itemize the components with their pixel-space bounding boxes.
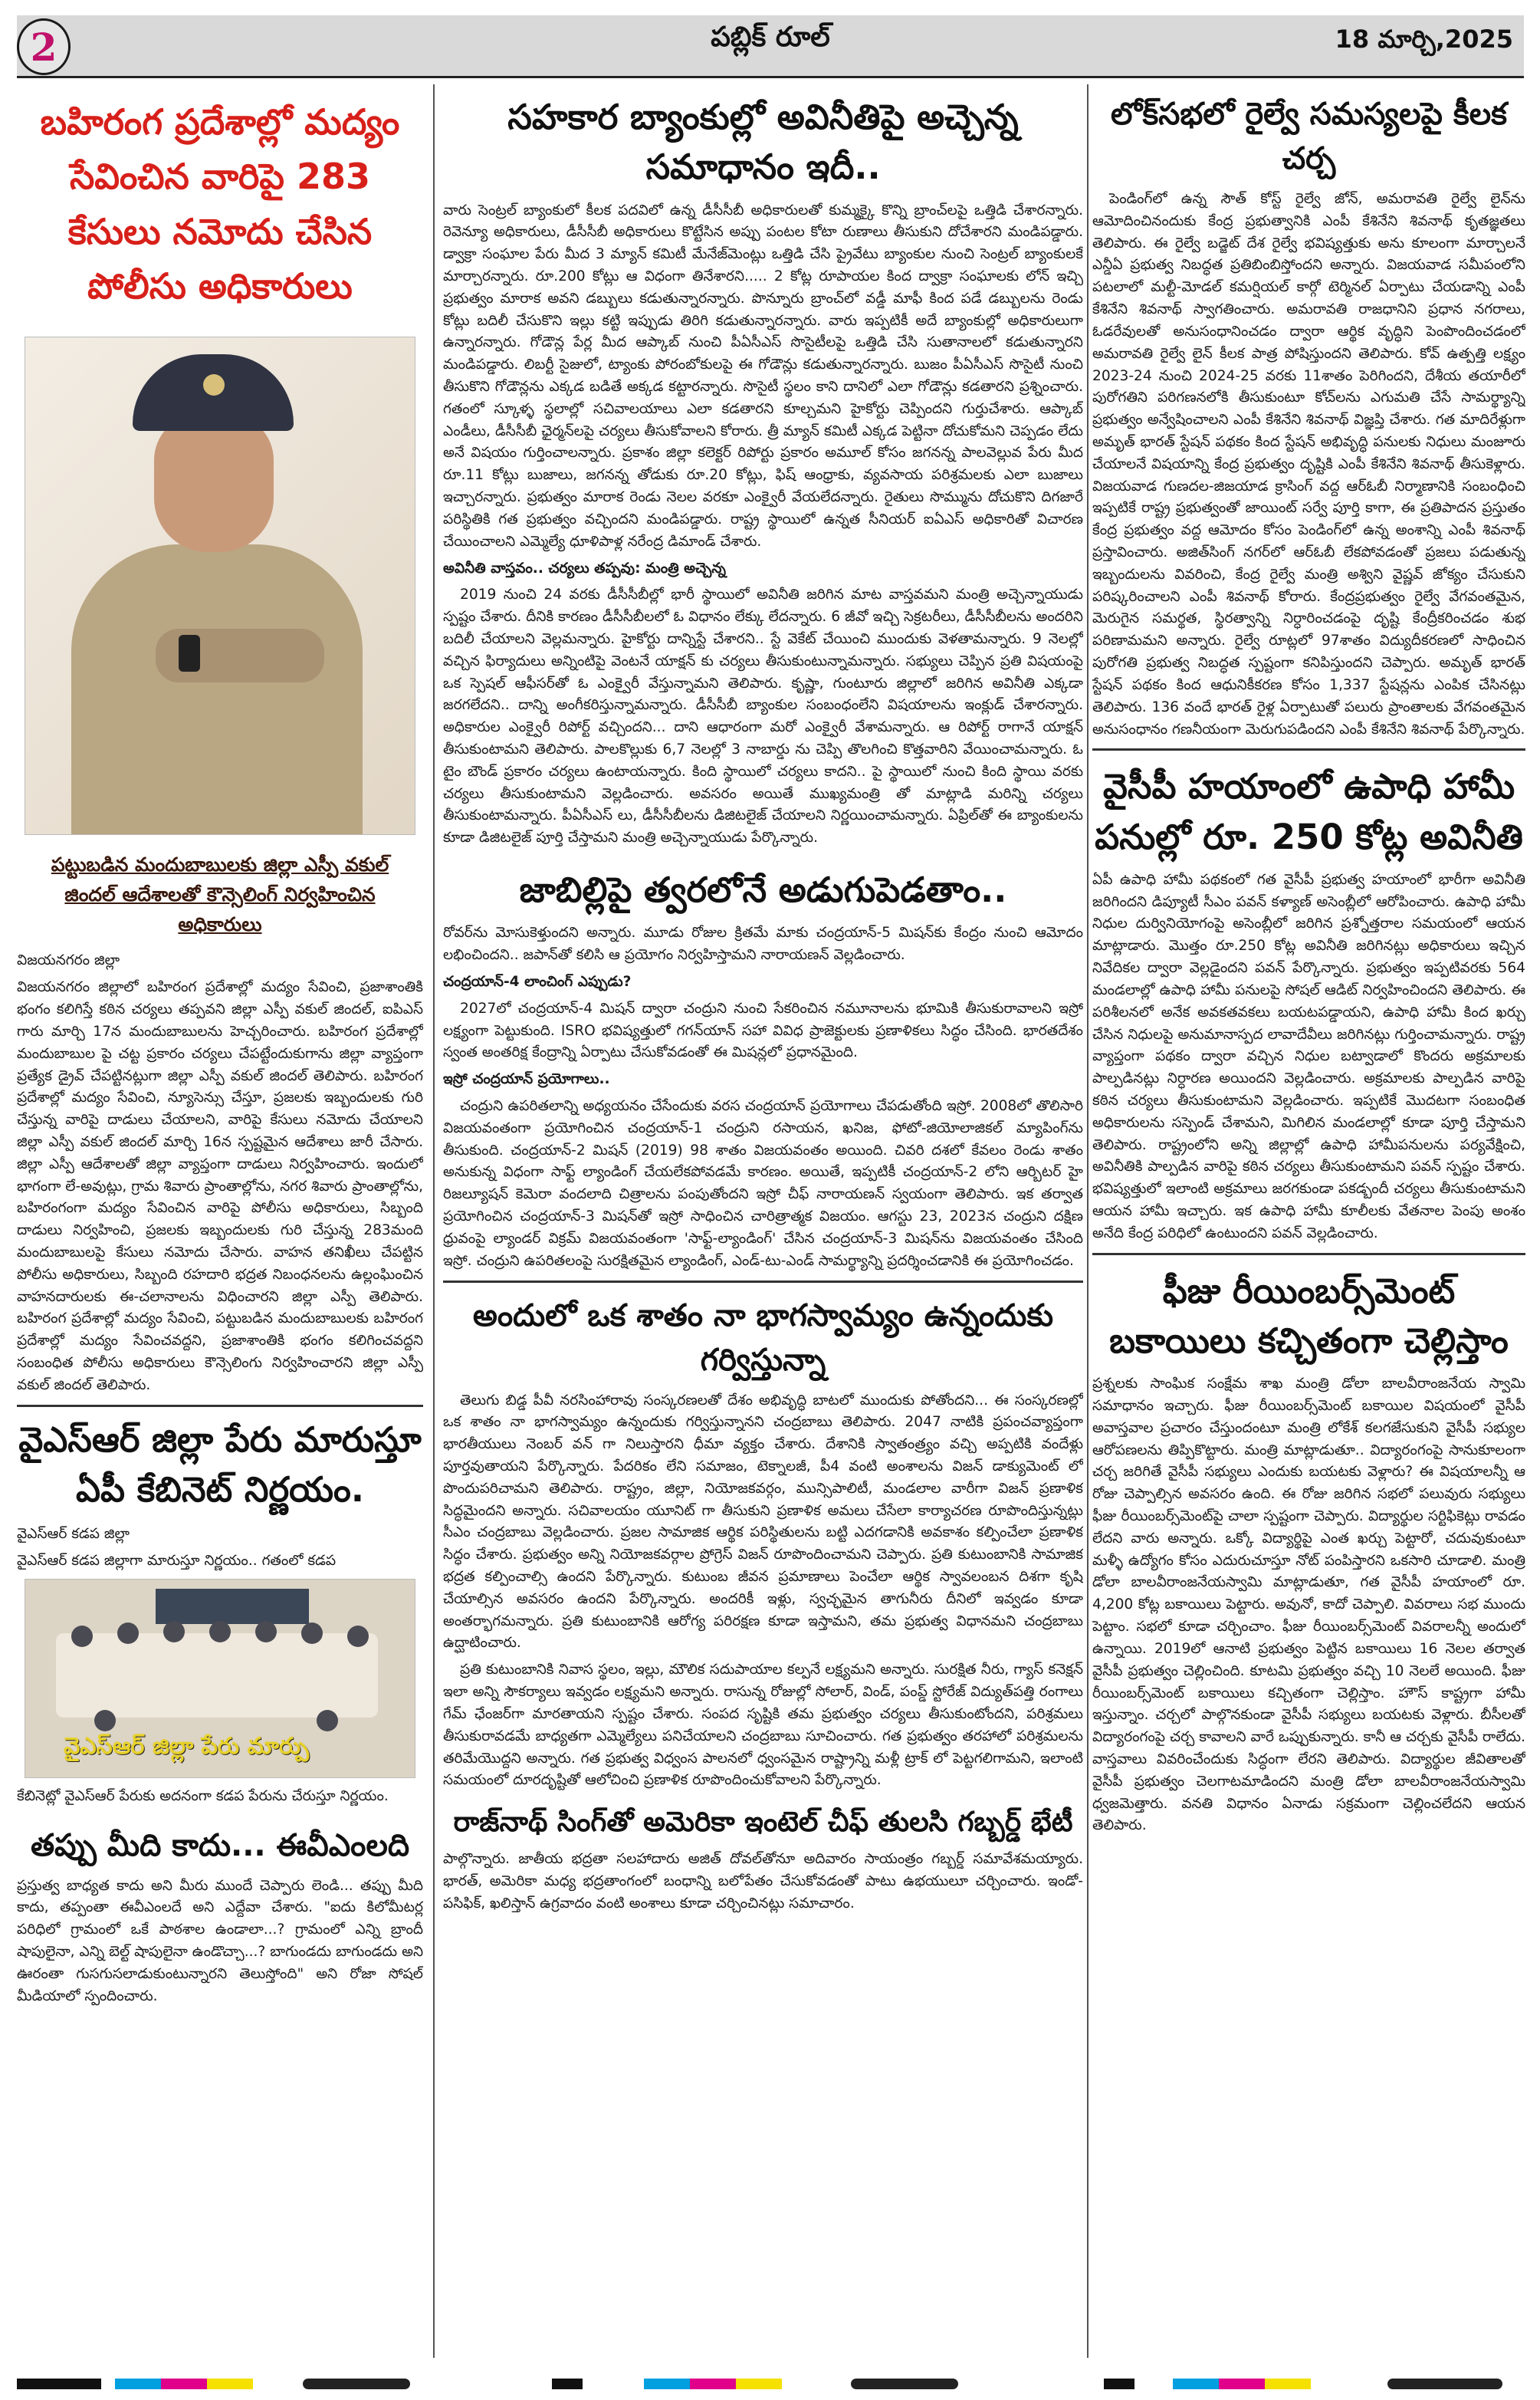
- color-swatch: [207, 2379, 253, 2389]
- ysr-headline: వైఎస్ఆర్ జిల్లా పేరు మారుస్తూ ఏపీ కేబినెట్ నిర్ణయం.: [18, 1419, 422, 1510]
- uniform-shape: [71, 544, 363, 835]
- paper-name: పబ్లిక్ రూల్: [711, 21, 830, 53]
- paragraph: వారు సెంట్రల్ బ్యాంకులో కీలక పదవిలో ఉన్న డీసీసీబీ అధికారులతో కుమ్మక్కై కొన్ని బ్రాంచ్‌లపై ఒత్తిడి చేశారన్నారు. రెవెన్యూ అధికారులు, డీసీసీబీ అధికారులు కొట్టేసిన అప్పు పంటల కోటా రుణాలు తీసుకుని దోచేశారని మండిపడ్డారు. డ్వాక్రా సంఘాల పేరు మీద 3 మ్యాన్ కమిటీ మేనేజ్‌మెంట్లు ఒత్తిడి చేసి ప్రైవేటు బ్యాంకుల నుంచి సెంట్రల్ బ్యాంకులకే మార్చారన్నారు. రూ.200 కోట్లు ఆ విధంగా తినేశారని..... 2 కోట్ల రూపాయల కింద ద్వాక్రా సంఘాలకు లోన్ ఇచ్చి ప్రభుత్వం మారాక అవని డబ్బులు కడుతున్నారన్నారు. పొన్నూరు బ్రాంచ్‌లో వడ్డీ మాఫీ కింద పడే డబ్బులను రెండు కోట్లు బదిలీ చేసుకొని ఇల్లు కట్టి ఇప్పుడు తిరిగి కడుతున్నారన్నారు. వారు ఇప్పటికీ అదే బ్యాంకుల్లో అధికారులుగా ఉన్నారన్నారు. గోడౌన్ల పేర్ల మీద ఆప్కాబ్ నుంచి పీఏసీఎస్ సొసైటీలపై ఒత్తిడి చేసి సుతానాలలో కడుతున్నారని మండిపడ్డారు. లిబర్టీ సైజులో, ట్యాంకు పోరంబోకులపై ఈ గోడౌన్లు కడుతున్నారన్నారు. బుజం పీఏసీఎస్ సొసైటీ నుంచి తీసుకొని గోడౌన్లను ఎక్కడ బడితే అక్కడ కట్టారన్నారు. సొసైటీ స్థలం కాని దానిలో ఎలా గోడౌన్లు కడతారని ప్రశ్నించారు. గతంలో స్కూళ్ళ స్థలాల్లో సచివాలయాలు ఎలా కడతారని కూల్చమని హైకోర్టు చెప్పిందని గుర్తుచేశారు. ఆప్కాబ్ ఎండీలు, డీసీసీబీ ఛైర్మన్‌లపై చర్యలు తీసుకోవాలని కోరారు. త్రీ మ్యాన్ కమిటీ ఎక్కడ పెట్టినా దోచుకోమని చెప్పడం లేదు అనే విషయం గుర్తించాలన్నారు. ప్రకాశం జిల్లా కలెక్టర్ రిపోర్టు ప్రకారం అమూల్ కోసం జగనన్న పాలవెల్లువ పేరు మీద రూ.11 కోట్లు బుజాలు, జగనన్న తోడుకు రూ.20 కోట్లు, ఫిష్ ఆంధ్రాకు, వ్యవసాయ పరిశ్రమలకు ఎలా బుజాలు ఇచ్చారన్నారు. ప్రభుత్వం మారాక రెండు నెలల వరకూ ఎంక్వైరీ వేయలేదన్నారు. రైతులు సొమ్మును దోచుకొని దిగజారే పరిస్థితికి గత ప్రభుత్వం వచ్చిందని మండిపడ్డారు. రాష్ట్ర స్థాయిలో ఉన్నత సీనియర్ ఐఏఎస్ అధికారితో విచారణ చేయించాలని ఎమ్మెల్యే ధూళిపాళ్ల నరేంద్ర డిమాండ్ చేశారు.: [443, 202, 1083, 550]
- page-header: [17, 15, 1524, 78]
- gift-body: [443, 1390, 1083, 1793]
- color-swatch: [851, 2379, 958, 2389]
- person-icon: [71, 1626, 93, 1647]
- page-number: 2: [17, 18, 71, 75]
- rajnath-headline: రాజ్‌నాథ్ సింగ్‌తో అమెరికా ఇంటెల్ చీఫ్ తులసి గబ్బర్డ్ భేటీ: [453, 1807, 1073, 1839]
- color-swatch: [115, 2379, 161, 2389]
- color-swatch: [1173, 2379, 1219, 2389]
- color-swatch: [1265, 2379, 1311, 2389]
- cabinet-meeting-photo: [25, 1579, 415, 1778]
- paragraph: 2019 నుంచి 24 వరకు డీసీసీబీల్లో భారీ స్థాయిలో అవినీతి జరిగిన మాట వాస్తవమని మంత్రి అచ్చెన్నాయుడు స్పష్టం చేశారు. దీనికి కారణం డీసీసీబీలలో ఓ విధానం లేక్కు లేదన్నారు. 6 జీవో ఇచ్చి సెక్రటరీలు, డీసీసీబీలను అందరిని బదిలీ చేయాలని వెల్లమన్నారు. హైకోర్టు దాన్నిస్టే చేశారని.. స్టే వెకేట్ చేయించి ముందుకు వెళతామన్నారు. 9 నెలల్లో వచ్చిన ఫిర్యాదులు అన్నింటిపై వెంటనే యాక్షన్ కు చర్యలు తీసుకుంటున్నామన్నారు. సభ్యులు చెప్పిన ప్రతి విషయంపై ఒక స్పెషల్ ఆఫీసర్‌తో ఓ ఎంక్వైరీ వేస్తున్నామని తెలిపారు. కృష్ణా, గుంటూరు జిల్లాలో జరిగిన అవినీతి ఎక్కడా జరగలేదని.. దాన్ని అంగీకరిస్తున్నామన్నారు. డీసీసీబీ బ్యాంకుల సంబంధంలేని విషయాలను ఇంక్లుడ్ చేశారన్నారు. అధికారుల ఎంక్వైరీ రిపోర్ట్ వచ్చిందని... దాని ఆధారంగా మరో ఎంక్వైరీ వేశామన్నారు. ఆ రిపోర్ట్ రాగానే యాక్షన్ తీసుకుంటామని తెలిపారు. పాలకొల్లుకు 6,7 నెలల్లో 3 నాబార్డు ను చెప్పి తొలగించి కొత్తవారిని వేయించామన్నారు. ఓ టైం బౌండ్ ప్రకారం చర్యలు ఉంటాయన్నారు. కింది స్థాయిలో చర్యలు కాదని.. పై స్థాయిలో నుంచి కింది స్థాయి వరకు చర్యలు తీసుకుంటామని వెల్లడించారు. అవసరం అయితే ముఖ్యమంత్రి తో మాట్లాడి మరిన్ని చర్యలు తీసుకుంటామన్నారు. పీఏసీఎస్ లు, డీసీసీబీలను డిజిటలైజ్ చేయాలని నిర్ణయించామన్నారు. ఏప్రిల్‌తో ఈ బ్యాంకులను కూడా డిజిటలైజ్ పూర్తి చేస్తామని మంత్రి అచ్చెన్నాయుడు పేర్కొన్నారు.: [443, 587, 1083, 847]
- evm-headline: తప్పు మీది కాదు... ఈవీఎంలది: [30, 1827, 410, 1863]
- paragraph: పాల్గొన్నారు. జాతీయ భద్రతా సలహాదారు అజిత్ దోవల్‌తోనూ అదివారం సాయంత్రం గబ్బర్డ్ సమావేశమయ్యారు. భారత్, అమెరికా మధ్య భద్రతాంగంలో బంధాన్ని బలోపేతం చేసుకోవడంతో పాటు ఉభయులూ చర్చించారు. ఇండో-పసిఫిక్, ఖలిస్తాన్ ఉగ్రవాదం వంటి అంశాలు కూడా చర్చించినట్లు సమాచారం.: [443, 1851, 1083, 1912]
- person-icon: [301, 1622, 323, 1644]
- section-separator: [443, 1281, 1083, 1283]
- print-registration-bar: [0, 2379, 1540, 2389]
- subheading: చంద్రయాన్-4 లాంచింగ్ ఎప్పుడు?: [443, 973, 632, 990]
- person-icon: [209, 1621, 231, 1642]
- column-divider: [433, 84, 435, 2358]
- face-shape: [154, 414, 274, 552]
- fee-body: [1092, 1373, 1525, 1837]
- paragraph: తెలుగు బిడ్డ పీవీ నరసింహారావు సంస్కరణలతో దేశం అభివృద్ధి బాటలో ముందుకు పోతోందని... ఈ సంస్కరణల్లో ఒక శాతం నా భాగస్వామ్యం ఉన్నందుకు గర్విస్తున్నానని చంద్రబాబు తెలిపారు. 2047 నాటికి ప్రపంచవ్యాప్తంగా భారతీయులు నెంబర్ వన్ గా నిలుస్తారని ధీమా వ్యక్తం చేశారు. దేశానికి స్వాతంత్ర్యం వచ్చి అప్పటికి వందేళ్లు పూర్తవుతాయని పేర్కొన్నారు. పేదరికం లేని సమాజం, టెక్నాలజీ, పీ4 వంటి అంశాలను విజన్ డాక్యుమెంట్ లో పొందుపరిచామని తెలిపారు. రాష్ట్రం, జిల్లా, నియోజకవర్గం, మున్సిపాలిటీ, మండలాల వారీగా విజన్ ప్రణాళిక సిద్ధమైందని అన్నారు. సచివాలయం యూనిట్ గా తీసుకుని ప్రణాళిక అమలు చేసేలా కార్యాచరణ రూపొందిస్తున్నట్లు సీఎం చంద్రబాబు వెల్లడించారు. ప్రజల సామాజిక ఆర్థిక పరిస్థితులను బట్టి ఎదగడానికి అవకాశం కల్పించేలా ప్రణాళిక సిద్ధం చేశారు. ప్రభుత్వం అన్ని నియోజకవర్గాల ప్రోగ్రెస్ విజన్ రూపొందించామని చెప్పారు. ప్రతి కుటుంబానికి సామాజిక భద్రత కల్పించాల్సి ఉందని పేర్కొన్నారు. కుటుంబ జీవన ప్రమాణాలు పెంచేలా ఆర్థిక స్వావలంబన దిశగా కృషి చేయాల్సిన అవసరం ఉందని పేర్కొన్నారు. అందరికీ ఇళ్లు, స్వచ్ఛమైన తాగునీరు దీనిలో ఇవ్వడం కూడా అంతర్భాగమన్నారు. ప్రతి కుటుంబానికి ఆరోగ్య పరిరక్షణ కూడా ఇస్తామని, తమ ప్రభుత్వ విధానమని చంద్రబాబు ఉద్ఘాటించారు.: [443, 1392, 1083, 1652]
- ysrcp-body: [1092, 870, 1525, 1245]
- railway-body: [1092, 189, 1525, 741]
- person-icon: [117, 1622, 139, 1644]
- fee-headline: ఫీజు రీయింబర్స్‌మెంట్ బకాయిలు కచ్చితంగా చెల్లిస్తాం: [1109, 1270, 1509, 1361]
- color-swatch: [1219, 2379, 1265, 2389]
- police-article-body: [17, 950, 423, 1396]
- paragraph: కేబినెట్లో వైఎస్ఆర్ పేరుకు అదనంగా కడప పేరును చేరుస్తూ నిర్ణయం.: [17, 1787, 389, 1804]
- meeting-table-shape: [56, 1633, 378, 1718]
- section-separator: [1092, 1253, 1525, 1255]
- person-icon: [94, 1710, 116, 1731]
- ysrcp-headline: వైసీపీ హయాంలో ఉపాధి హామీ పనుల్లో రూ. 250 కోట్ల అవినీతి: [1095, 766, 1523, 857]
- paragraph: రోవర్‌ను మోసుకెళ్తుందని అన్నారు. మూడు రోజుల క్రితమే మాకు చంద్రయాన్-5 మిషన్‌కు కేంద్రం నుంచి ఆమోదం లభించిందని.. జపాన్‌తో కలిసి ఆ ప్రయోగం నిర్వహిస్తామని నారాయణన్ వెల్లడించారు.: [443, 925, 1083, 964]
- police-subhead: పట్టుబడిన మందుబాబులకు జిల్లా ఎస్పీ వకుల్ జిందల్ ఆదేశాలతో కౌన్సెలింగ్ నిర్వహించిన అధికారులు: [51, 853, 389, 935]
- paragraph: ప్రస్తుత్వ బాధ్యత కాదు అని మీరు ముందే చెప్పారు లెండి... తప్పు మీది కాదు, తప్పంతా ఈవీఎంలదే అని ఎద్దేవా చేశారు. "ఐదు కిలోమీటర్ల పరిధిలో గ్రామంలో ఒకే పాఠశాల ఉండాలా...? గ్రామంలో ఎన్ని బ్రాందీ షాపులైనా, ఎన్ని బెల్ట్ షాపులైనా ఉండొచ్చా...? బాగుండదు బాగుండదు అని ఊరంతా గుసగుసలాడుకుంటున్నారని తెలుస్తోంది" అని రోజా సోషల్ మీడియాలో స్పందించారు.: [17, 1877, 423, 2004]
- header-date: 18 మార్చి,2025: [1335, 25, 1513, 54]
- subheading: ఇస్రో చంద్రయాన్ ప్రయోగాలు..: [443, 1071, 610, 1088]
- column-divider: [1087, 84, 1089, 2358]
- photo-caption: వైఎస్ఆర్ జిల్లా పేరు మార్పు: [64, 1732, 310, 1760]
- paragraph: వైఎస్ఆర్ కడప జిల్లాగా మారుస్తూ నిర్ణయం.. గతంలో కడప: [17, 1553, 337, 1569]
- person-icon: [163, 1621, 185, 1642]
- ysr-body-continued: [17, 1786, 423, 1808]
- police-headline: బహిరంగ ప్రదేశాల్లో మద్యం సేవించిన వారిపై 283 కేసులు నమోదు చేసిన పోలీసు అధికారులు: [40, 101, 400, 307]
- railway-headline: లోక్‌సభలో రైల్వే సమస్యలపై కీలక చర్చ: [1111, 97, 1507, 176]
- cap-badge-icon: [203, 374, 225, 396]
- coop-bank-body: [443, 200, 1083, 850]
- color-swatch: [1387, 2379, 1502, 2389]
- right-column: [1092, 84, 1525, 2358]
- gift-headline: అందులో ఒక శాతం నా భాగస్వామ్యం ఉన్నందుకు గర్విస్తున్నా: [472, 1297, 1054, 1378]
- section-separator: [17, 1405, 423, 1407]
- coop-bank-headline: సహకార బ్యాంకుల్లో అవినీతిపై అచ్చెన్న సమాధానం ఇదీ..: [507, 97, 1019, 188]
- ysr-body: [17, 1524, 423, 1573]
- paragraph: ప్రశ్నలకు సాంఘిక సంక్షేమ శాఖ మంత్రి డోలా బాలవీరాంజనేయ స్వామి సమాధానం ఇచ్చారు. ఫీజు రీయింబర్స్‌మెంట్ బకాయిల విషయంలో వైసీపీ అవాస్తవాల ప్రచారం చేస్తుందంటూ మంత్రి లోకేశ్ కలగజేసుకుని వైసీపీ సభ్యుల ఆరోపణలను తిప్పికొట్టారు. మంత్రి మాట్లాడుతూ.. విద్యారంగంపై సానుకూలంగా చర్చ జరిగితే వైసీపీ సభ్యులు ఎందుకు బయటకు వెళ్లారు? ఈ విషయాలన్నీ ఆ రోజు చెప్పాల్సిన అవసరం ఉంది. ఈ రోజు జరిగిన సభలో పలువురు సభ్యులు ఫీజు రీయింబర్స్‌మెంట్‌పై చాలా స్పష్టంగా చెప్పారు. విద్యార్థుల సర్టిఫికెట్లు రావడం లేదని వారు అన్నారు. ఒక్కో విద్యార్థిపై ఎంత ఖర్చు పెట్టారో, చదువుకుంటూ మళ్ళీ ఉద్యోగం కోసం ఎదురుచూస్తూ నోట్ పంపిస్తారని ఒకసారి చూడాలి. మంత్రి డోలా బాలవీరాంజనేయస్వామి మాట్లాడుతూ, గత వైసీపీ హయాంలో రూ. 4,200 కోట్ల బకాయిలు పెట్టారు. అవునో, కాదో చెప్పాలి. వివరాలు సభ ముందు పెట్టాం. సభలో కూడా చర్చించాం. ఫీజు రీయింబర్స్‌మెంట్ వివరాలన్నీ అందులో ఉన్నాయి. 2019లో ఆనాటి ప్రభుత్వం పెట్టిన బకాయిలు 16 నెలల తర్వాత వైసీపీ ప్రభుత్వం చెల్లించింది. కూటమి ప్రభుత్వం వచ్చి 10 నెలలే అయింది. ఫీజు రీయింబర్స్‌మెంట్ బకాయిలు కచ్చితంగా చెల్లిస్తాం. హౌస్ కాష్ట్రగా హామీ ఇస్తున్నాం. చర్చలో పాల్గొనకుండా వైసీపీ సభ్యులు బయటకు వెళ్లారు. బీసీలతో విద్యారంగంపై చర్చ కావాలని వారే ఒప్పుకున్నారు. కానీ ఆ చర్చకు వైసీపీ రాలేదు. వాస్తవాలు వివరించేందుకు సిద్ధంగా లేరని తెలిపారు. విద్యార్థుల జీవితాలతో వైసీపీ ప్రభుత్వం చెలగాటమాడిందని మంత్రి డోలా బాలవీరాంజనేయస్వామి ధ్వజమెత్తారు. వనతి విధానం ఏనాడు సక్రమంగా చెల్లించలేదని ఆయన తెలిపారు.: [1092, 1376, 1525, 1834]
- person-icon: [347, 1626, 369, 1647]
- paragraph: ఏపీ ఉపాధి హామీ పథకంలో గత వైసీపీ ప్రభుత్వ హయాంలో భారీగా అవినీతి జరిగిందని డిప్యూటీ సీఎం పవన్ కళ్యాణ్ అసెంబ్లీలో ఆరోపించారు. ఉపాధి హామీ నిధుల దుర్వినియోగంపై అసెంబ్లీలో జరిగిన ప్రశ్నోత్తరాల సమయంలో ఆయన మాట్లాడారు. మొత్తం రూ.250 కోట్ల అవినీతి జరిగినట్లు అధికారులు ఇచ్చిన నివేదికల ద్వారా వెల్లడైందని పవన్ పేర్కొన్నారు. ప్రభుత్వం ఇప్పటివరకు 564 మండలాల్లో ఉపాధి హామీ పనులపై సోషల్ ఆడిట్ నిర్వహించిందని తెలిపారు. ఈ పరిశీలనలో అనేక అవకతవకలు బయటపడ్డాయని, ఉపాధి హామీ కింద ఖర్చు చేసిన నిధులపై అనుమానాస్పద లావాదేవీలు జరిగినట్లు గుర్తించామన్నారు. రాష్ట్ర వ్యాప్తంగా పథకం ద్వారా వచ్చిన నిధుల బట్వాడాలో కొందరు అక్రమాలకు పాల్పడినట్లు నిర్ధారణ అయిందని వెల్లడించారు. అక్రమాలకు పాల్పడిన వారిపై కఠిన చర్యలు తీసుకుంటామని వెల్లడించారు. ఇప్పటికే మొదటగా సంబంధిత అధికారులను సస్పెండ్ చేశామని, మిగిలిన మండలాల్లో కూడా పూర్తి చేస్తామని తెలిపారు. రాష్ట్రంలోని అన్ని జిల్లాల్లో ఉపాధి హామీపనులను పర్యవేక్షించి, అవినీతికి పాల్పడిన వారిపై కఠిన చర్యలు తీసుకుంటామని పవన్ స్పష్టం చేశారు. భవిష్యత్తులో ఇలాంటి అక్రమాలు జరగకుండా పకడ్బందీ చర్యలు తీసుకుంటామని ఆయన హామీ ఇచ్చారు. ఇక ఉపాధి హామీ కూలీలకు వేతనాల పెంపు అంశం అనేది కేంద్ర పరిధిలో ఉంటుందని పవన్ వెల్లడించారు.: [1092, 871, 1525, 1241]
- person-icon: [255, 1621, 277, 1642]
- paragraph: విజయనగరం జిల్లాలో బహిరంగ ప్రదేశాల్లో మద్యం సేవించి, ప్రజాశాంతికి భంగం కలిగిస్తే కఠిన చర్యలు తప్పవని జిల్లా ఎస్పీ వకుల్ జిందల్, ఐపిఎస్ గారు మార్చి 17న మందుబాబులను హెచ్చరించారు. బహిరంగ ప్రదేశాల్లో మందుబాబుల పై చట్ట ప్రకారం చర్యలు చేపట్టేందుకుగాను జిల్లా వ్యాప్తంగా ప్రత్యేక డ్రైవ్ చేపట్టినట్లుగా జిల్లా ఎస్పీ వకుల్ జిందల్ తెలిపారు. బహిరంగ ప్రదేశాల్లో మద్యం సేవించి, న్యూసెన్సు చేస్తూ, ప్రజలకు ఇబ్బందులకు గురి చేస్తున్న వారిపై దాడులు చేయాలని, వారిపై కేసులు నమోదు చేయాలని జిల్లా ఎస్పీ వకుల్ జిందల్ మార్చి 16న స్పష్టమైన ఆదేశాలు జారీ చేసారు. జిల్లా ఎస్పీ ఆదేశాలతో జిల్లా వ్యాప్తంగా దాడులు నిర్వహించారు. ఇందులో భాగంగా లే-అవుట్లు, గ్రామ శివారు ప్రాంతాల్లోను, నగర శివారు ప్రాంతాల్లోను, బహిరంగంగా మద్యం సేవించిన వారిపై పోలీసు అధికారులు, సిబ్బంది దాడులు నిర్వహించి, ప్రజలకు ఇబ్బందులకు గురి చేస్తున్న 283మంది మందుబాబులపై కేసులు నమోదు చేసారు. వాహన తనిఖీలు చేపట్టిన పోలీసు అధికారులు, సిబ్బంది రహదారి భద్రత నిబంధనలను ఉల్లంఘించిన వాహనదారులకు ఈ-చలానాలను విధించారని జిల్లా ఎస్పీ తెలిపారు. బహిరంగ ప్రదేశాల్లో మద్యం సేవించి, పట్టుబడిన మందుబాబులకు బహిరంగ ప్రదేశాల్లో మద్యం సేవించవద్దని, ప్రజాశాంతికి భంగం కలిగించవద్దని సంబంధిత పోలీసు అధికారులు కౌన్సెలింగు నిర్వహించారని జిల్లా ఎస్పీ వకుల్ జిందల్ తెలిపారు.: [17, 979, 423, 1393]
- left-column: [17, 84, 423, 2358]
- display-screen-icon: [156, 1589, 309, 1624]
- color-swatch: [17, 2379, 101, 2389]
- moon-body: [443, 922, 1083, 1272]
- color-swatch: [161, 2379, 207, 2389]
- section-separator: [1092, 748, 1525, 751]
- evm-body: [17, 1876, 423, 2008]
- paragraph: ప్రతి కుటుంబానికి నివాస స్థలం, ఇల్లు, మౌలిక సదుపాయాల కల్పనే లక్ష్యమని అన్నారు. సురక్షిత నీరు, గ్యాస్ కనెక్షన్ ఇలా అన్ని సౌకర్యాలు ఇవ్వడం లక్ష్యమని అన్నారు. రాసున్న రోజుల్లో సోలార్, విండ్, పంప్డ్ స్టోరేజ్ విద్యుత్‌పత్తి రంగాలు గేమ్ ఛేంజర్‌గా మారతాయని స్పష్టం చేశారు. సంపద సృష్టికి తమ ప్రభుత్వం చర్యలు తీసుకుంటోందని, పరిశ్రమలు తీసుకురావడమే బాధ్యతగా ఎమ్మెల్యేలు పనిచేయాలని చంద్రబాబు సూచించారు. గత ప్రభుత్వం తరహాలో పరిశ్రమలను తరిమేయొద్దని అన్నారు. గత ప్రభుత్వ విధ్వంస పాలనలో ధ్వంసమైన రాష్ట్రాన్ని మళ్లీ ట్రాక్ లో పెట్టగలిగామని, ఇలాంటి సమయంలో దూరదృష్టితో ఆలోచించి ప్రణాళిక రూపొందించుకోవాలని పేర్కొన్నారు.: [443, 1662, 1083, 1789]
- paragraph: 2027లో చంద్రయాన్-4 మిషన్ ద్వారా చంద్రుని నుంచి సేకరించిన నమూనాలను భూమికి తీసుకురావాలని ఇస్రో లక్ష్యంగా పెట్టుకుంది. ISRO భవిష్యత్తులో గగన్‌యాన్ సహా వివిధ ప్రాజెక్టులకు ప్రణాళికలు సిద్ధం చేసింది. భారతదేశం స్వంత అంతరిక్ష కేంద్రాన్ని ఏర్పాటు చేసుకోవడంతో ఈ మిషన్లలో ప్రధానమైంది.: [443, 1000, 1083, 1061]
- color-swatch: [552, 2379, 583, 2389]
- middle-column: [443, 84, 1083, 2358]
- color-swatch: [644, 2379, 690, 2389]
- color-swatch: [736, 2379, 782, 2389]
- rajnath-body: [443, 1849, 1083, 1915]
- moon-headline: జాబిల్లిపై త్వరలోనే అడుగుపెడతాం..: [519, 870, 1007, 911]
- dateline: విజయనగరం జిల్లా: [17, 952, 120, 969]
- paragraph: పెండింగ్‌లో ఉన్న సౌత్ కోస్ట్ రైల్వే జోన్, అమరావతి రైల్వే లైన్‌ను ఆమోదించినందుకు కేంద్ర ప్రభుత్వానికి ఎంపీ కేశినేని శివనాథ్ కృతజ్ఞతలు తెలిపారు. ఈ రైల్వే బడ్జెట్ దేశ రైల్వే భవిష్యత్తుకు అను కూలంగా మార్చాలనే ఎన్డీఏ ప్రభుత్వ నిబద్ధత ప్రతిబింబిస్తోందని అన్నారు. విజయవాడ సమీపంలోని పటలాలో మల్టీ-మోడల్ కమర్షియల్ కార్గో టెర్మినల్ ఏర్పాటు చేయడాన్ని ఎంపీ కేశినేని శివనాథ్ స్వాగతించారు. అమరావతి రాజధానిని ప్రధాన నగరాలు, ఓడరేవులతో అనుసంధానించడం ద్వారా ఆర్థిక వృద్ధిని పెంపొందించడంలో అమరావతి రైల్వే లైన్ కీలక పాత్ర పోషిస్తుందని తెలిపారు. కోవ్ ఉత్పత్తి లక్ష్యం 2023-24 నుంచి 2024-25 వరకు 11శాతం పెరిగిందని, దేశీయ తయారీలో పురోగతిని పరిగణనలోకి తీసుకుంటూ కోచ్‌లను ఎగుమతి చేసే సామర్థ్యాన్ని ప్రభుత్వం అన్వేషించాలని ఎంపీ కేశినేని శివనాథ్ విజ్ఞప్తి చేశారు. గత మాదిరేళ్లుగా అమృత్ భారత్ స్టేషన్ పథకం కింద స్టేషన్ అభివృద్ధి పనులకు నిధులు మంజూరు చేయాలనే విషయాన్ని కేంద్ర ప్రభుత్వం దృష్టికి ఎంపీ కేశినేని శివనాథ్ తీసుకెళ్లారు. విజయవాడ గుణదల-జిజయాడ క్రాసింగ్ వద్ద ఆర్ఓబీ నిర్మాణానికి సంబంధించి ఇప్పటికే రాష్ట్ర ప్రభుత్వంతో జాయింట్ సర్వే పూర్తి కాగా, ఈ ప్రతిపాదన ప్రస్తుతం కేంద్ర ప్రభుత్వం వద్ద ఆమోదం కోసం పెండింగ్‌లో ఉన్న అంశాన్ని ఎంపీ శివనాథ్ ప్రస్తావించారు. అజిత్‌సింగ్ నగర్‌లో ఆర్ఓబీ లేకపోవడంతో ప్రజలు పడుతున్న ఇబ్బందులను వివరించి, కేంద్ర రైల్వే మంత్రి అశ్విని వైష్ణవ్ జోక్యం చేసుకుని పరిష్కరించాలని ఎంపీ శివనాథ్ కోరారు. కేంద్రప్రభుత్వం రైల్వే వేగవంతమైన, మెరుగైన సమర్థత, స్థిరత్వాన్ని నిర్ధారించడంపై దృష్టి కేంద్రీకరించడం శుభ పరిణామమని అన్నారు. రైల్వే రూట్లలో 97శాతం విద్యుదీకరణలో సాధించిన పురోగతి ప్రభుత్వ నిబద్ధత స్పష్టంగా కనిపిస్తుందని చెప్పారు. అమృత్ భారత్ స్టేషన్ పథకం కింద ఆధునికీకరణ కోసం 1,337 స్టేషన్లను ఎంపిక చేసినట్లు తెలిపారు. 136 వందే భారత్ రైళ్ల ఏర్పాటుతో పలురు ప్రాంతాలకు వేగవంతమైన అనుసంధానం గణనీయంగా మెరుగుపడిందని ఎంపీ కేశినేని శివనాథ్ పేర్కొన్నారు.: [1092, 191, 1525, 738]
- sp-photo: [25, 337, 415, 835]
- watch-icon: [179, 635, 200, 672]
- paragraph: వైఎస్ఆర్ కడప జిల్లా: [17, 1526, 130, 1543]
- color-swatch: [690, 2379, 736, 2389]
- color-swatch: [303, 2379, 410, 2389]
- paragraph: చంద్రుని ఉపరితలాన్ని అధ్యయనం చేసేందుకు వరస చంద్రయాన్ ప్రయోగాలు చేపడుతోంది ఇస్రో. 2008లో తొలిసారి విజయవంతంగా ప్రయోగించిన చంద్రయాన్-1 చంద్రుని రసాయన, ఖనిజ, ఫోటో-జియోలాజికల్ మ్యాపింగ్‌ను తీసుకుంది. చంద్రయాన్-2 మిషన్ (2019) 98 శాతం విజయవంతం అయింది. చివరి దశలో కేవలం రెండు శాతం అనుకున్న విధంగా సాఫ్ట్ ల్యాండింగ్ చేయలేకపోవడమే కారణం. అయితే, ఇప్పటికీ చంద్రయాన్-2 లోని ఆర్బిటర్ హై రిజల్యూషన్ కెమెరా వందలాది చిత్రాలను పంపుతోందని ఇస్రో చీఫ్ నారాయణన్ స్వయంగా తెలిపారు. ఇక తర్వాత ప్రయోగించిన చంద్రయాన్-3 మిషన్‌తో ఇస్రో సాధించిన చారిత్రాత్మక విజయం. ఆగస్టు 23, 2023న చంద్రుని దక్షిణ ధ్రువంపై ల్యాండర్ విక్రమ్ విజయవంతంగా 'సాఫ్ట్-ల్యాండింగ్' చేసిన చంద్రయాన్-3 మిషన్‌ను విజయవంతం చేసింది ఇస్రో. చంద్రుని ఉపరితలంపై సురక్షితమైన ల్యాండింగ్, ఎండ్-టు-ఎండ్ సామర్థ్యాన్ని ప్రదర్శించడానికి ఈ ప్రయోగించడం.: [443, 1098, 1083, 1269]
- person-icon: [317, 1710, 338, 1731]
- subheading: అవినీతి వాస్తవం.. చర్యలు తప్పవు: మంత్రి అచ్చెన్న: [443, 560, 726, 577]
- color-swatch: [1104, 2379, 1134, 2389]
